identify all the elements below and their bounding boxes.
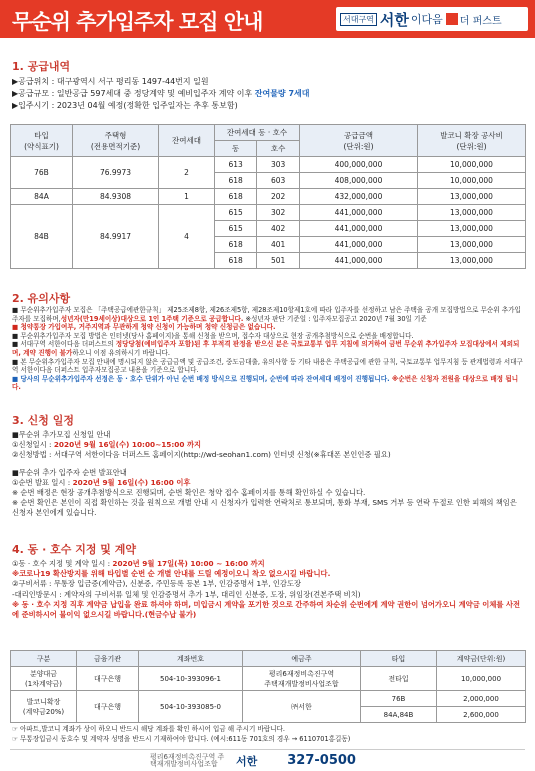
col-units: 잔여세대 — [159, 125, 215, 157]
note-4: ■ 서대구역 서한이다음 더퍼스트의 정당당첨(예비입주자 포함)된 후 부적격 판정을 받으신 분은 국토교통부 업무 지침에 의거하여 금번 무순위 추가입주자 모집대상에서 제외되며, 계약 진행이 불가하오니 이점 유의하시기 바랍니다. — [12, 340, 520, 357]
section-title-contract: 4. 동 · 호수 지정 및 계약 — [12, 543, 136, 556]
logo-first: 더 퍼스트 — [459, 15, 502, 27]
table-row: 76B 76.9973 2 613 303 400,000,000 10,000,000 — [11, 157, 526, 173]
footer — [10, 749, 525, 771]
footer-phone: 327-0500 — [287, 753, 356, 768]
contract-body: ①동 · 호수 지정 및 계약 일시 : 2020년 9월 17일(목) 10:00 ~ 16:00 까지 ※코로나19 확산방지를 위해 타입별 순번 순 개별 안내를 드릴 예정이오니 착오 없으시길 바랍니다. ②구비서류 : 무통장 입금증(계약금), 신분증, 주민등록 등본 1부, 인감증명서 1부, 인감도장 -대리인방문시 : 계약자의 구비서류 일체 및 인감증명서 추가 1부, 대리인 신분증, 도장, 위임장(견본주택 비치) ※ 동 · 호수 지정 직후 계약금 납입을 완료 하셔야 하며, 미입금시 계약을 포기한 것으로 간주하여 차순위 순번에게 계약 권한이 넘어가오니 계약금 이체를 사전에 준비하시어 불이익 없으시길 바랍니다.(현금수납 불가) — [12, 559, 521, 620]
account-table: 구분 금융기관 계좌번호 예금주 타입 계약금(단위:원) 분양대금 (1차계약금) 대구은행 504-10-393096-1 평리6재정비촉진구역 주택재개발정비사업조합 전타입 10,000,000 발코니확장 (계약금20%) 대구은행 504-10-393085-0 ㈜서한 76B 2,000,000 84A,84B 2,600,000 — [10, 650, 526, 723]
table-row: 84A,84B 2,600,000 — [11, 707, 526, 723]
note-1: ■ 무순위추가입주자 모집은 「주택공급에관한규칙」 제25조제8항, 제26조제5항, 제28조제10항제1호에 따라 입주자를 선정하고 남은 주택을 공개 모집방법으로 무순위 추가입주자를 모집하며,성년자(만19세이상)대상으로 1인 1주택 기준으로 공급합니다. ※성년자 판단 기준일 : 입주자모집공고 2020년 7월 30일 기준 — [12, 306, 521, 323]
table-row: 분양대금 (1차계약금) 대구은행 504-10-393096-1 평리6재정비촉진구역 주택재개발정비사업조합 전타입 10,000,000 — [11, 667, 526, 691]
col-price: 공급금액 (단위:원) — [300, 125, 418, 157]
move-in-date: ▶입주시기 : 2023년 04월 예정(정확한 입주일자는 추후 통보함) — [12, 101, 238, 110]
footer-org: 평리6재정비촉진구역 주택재개발정비사업조합 — [150, 752, 225, 768]
section-title-schedule: 3. 신청 일정 — [12, 414, 74, 427]
table-row: 615 402 441,000,000 13,000,000 — [11, 221, 526, 237]
col-type: 타입 (약식표기) — [11, 125, 73, 157]
header-bar — [0, 0, 535, 38]
note-2: ■ 청약통장 가입여부, 거주지역과 무관하게 청약 신청이 가능하며 청약 신청금은 없습니다. — [12, 323, 276, 332]
table-row: 84B 84.9917 4 615 302 441,000,000 13,000,000 — [11, 205, 526, 221]
supply-scale: ▶공급규모 : 일반공급 597세대 중 정당계약 및 예비입주자 계약 이후 잔여물량 7세대 — [12, 89, 310, 98]
page-title: 무순위 추가입주자 모집 안내 — [12, 10, 263, 34]
brand-logo — [336, 7, 528, 31]
supply-location: ▶공급위치 : 대구광역시 서구 평리동 1497-44번지 일원 — [12, 77, 209, 86]
notice-notes: ☞ 아파트,발코니 계좌가 상이 하오니 반드시 해당 계좌를 확인 하시어 입금 해 주시기 바랍니다. ☞ 무통장입금시 동호수 및 계약자 성명을 반드시 기재하여야 합니다. (예시:611동 701호의 경우 → 6110701홍길동) — [12, 725, 351, 743]
logo-station: 서대구역 — [340, 13, 377, 26]
table-row: 발코니확장 (계약금20%) 대구은행 504-10-393085-0 ㈜서한 76B 2,000,000 — [11, 691, 526, 707]
logo-mark-icon — [446, 13, 458, 25]
col-area: 주택형 (전용면적기준) — [73, 125, 159, 157]
col-balcony: 발코니 확장 공사비 (단위:원) — [418, 125, 526, 157]
logo-seohan: 서한 — [379, 10, 409, 29]
section-title-notes: 2. 유의사항 — [12, 292, 71, 305]
table-row: 84A 84.9308 1 618 202 432,000,000 13,000,000 — [11, 189, 526, 205]
note-3: ■ 무순위추가입주자 모집 방법은 인터넷(당사 홈페이지)을 통해 신청을 받으며, 접수자 대상으로 현장 공개추첨방식으로 순번을 배정합니다. — [12, 331, 414, 340]
schedule-body: ■무순위 추가모집 신청일 안내 ①신청일시 : 2020년 9월 16일(수) 10:00~15:00 까지 ②신청방법 : 서대구역 서한이다음 더퍼스트 홈페이지(http://wd-seohan1.com) 인터넷 신청(※휴대폰 본인인증 필요) ■무순위 추가 입주자 순번 발표안내 ①순번 발표 일시 : 2020년 9월 16일(수) 16:00 이후 ※ 순번 배정은 현장 공개추첨방식으로 진행되며, 순번 확인은 청약 접수 홈페이지를 통해 확인하실 수 있습니다. ※ 순번 확인은 본인이 직접 확인하는 것을 원칙으로 개별 안내 시 신청자가 입력한 연락처로 통보되며, 통화 부재, SMS 거부 등 연락 두절로 인한 피해의 책임은 신청자 본인에게 있습니다. — [12, 430, 517, 518]
footer-brand: 서한 — [236, 754, 258, 768]
note-5: ■ 본 무순위추가입주자 모집 안내에 명시되지 않은 공급금액 및 공급조건, 중도금대출, 유의사항 등 기타 내용은 주택공급에 관한 규칙, 국토교통부 업무지침 등 관계법령과 서대구역 서한이다음 더퍼스트 입주자모집공고 내용을 기준으로 합니다. — [12, 357, 523, 375]
table-row: 618 501 441,000,000 13,000,000 — [11, 253, 526, 269]
notes-body — [12, 306, 525, 392]
supply-info — [12, 76, 525, 112]
note-6: ■ 당사의 무순위추가입주자 선정은 동 · 호수 단위가 아닌 순번 배정 방식으로 진행되며, 순번에 따라 잔여세대 배정이 진행됩니다. ※순번은 신청자 전원을 대상으로 배정 됩니다. — [12, 374, 519, 392]
col-dongho: 잔여세대 동 · 호수 — [215, 125, 300, 141]
table-row: 618 603 408,000,000 10,000,000 — [11, 173, 526, 189]
col-ho: 호수 — [257, 141, 300, 157]
section-title-supply: 1. 공급내역 — [12, 60, 71, 73]
table-row: 618 401 441,000,000 13,000,000 — [11, 237, 526, 253]
supply-table — [10, 124, 526, 269]
logo-idam: 이다음 — [410, 13, 443, 26]
col-dong: 동 — [215, 141, 257, 157]
